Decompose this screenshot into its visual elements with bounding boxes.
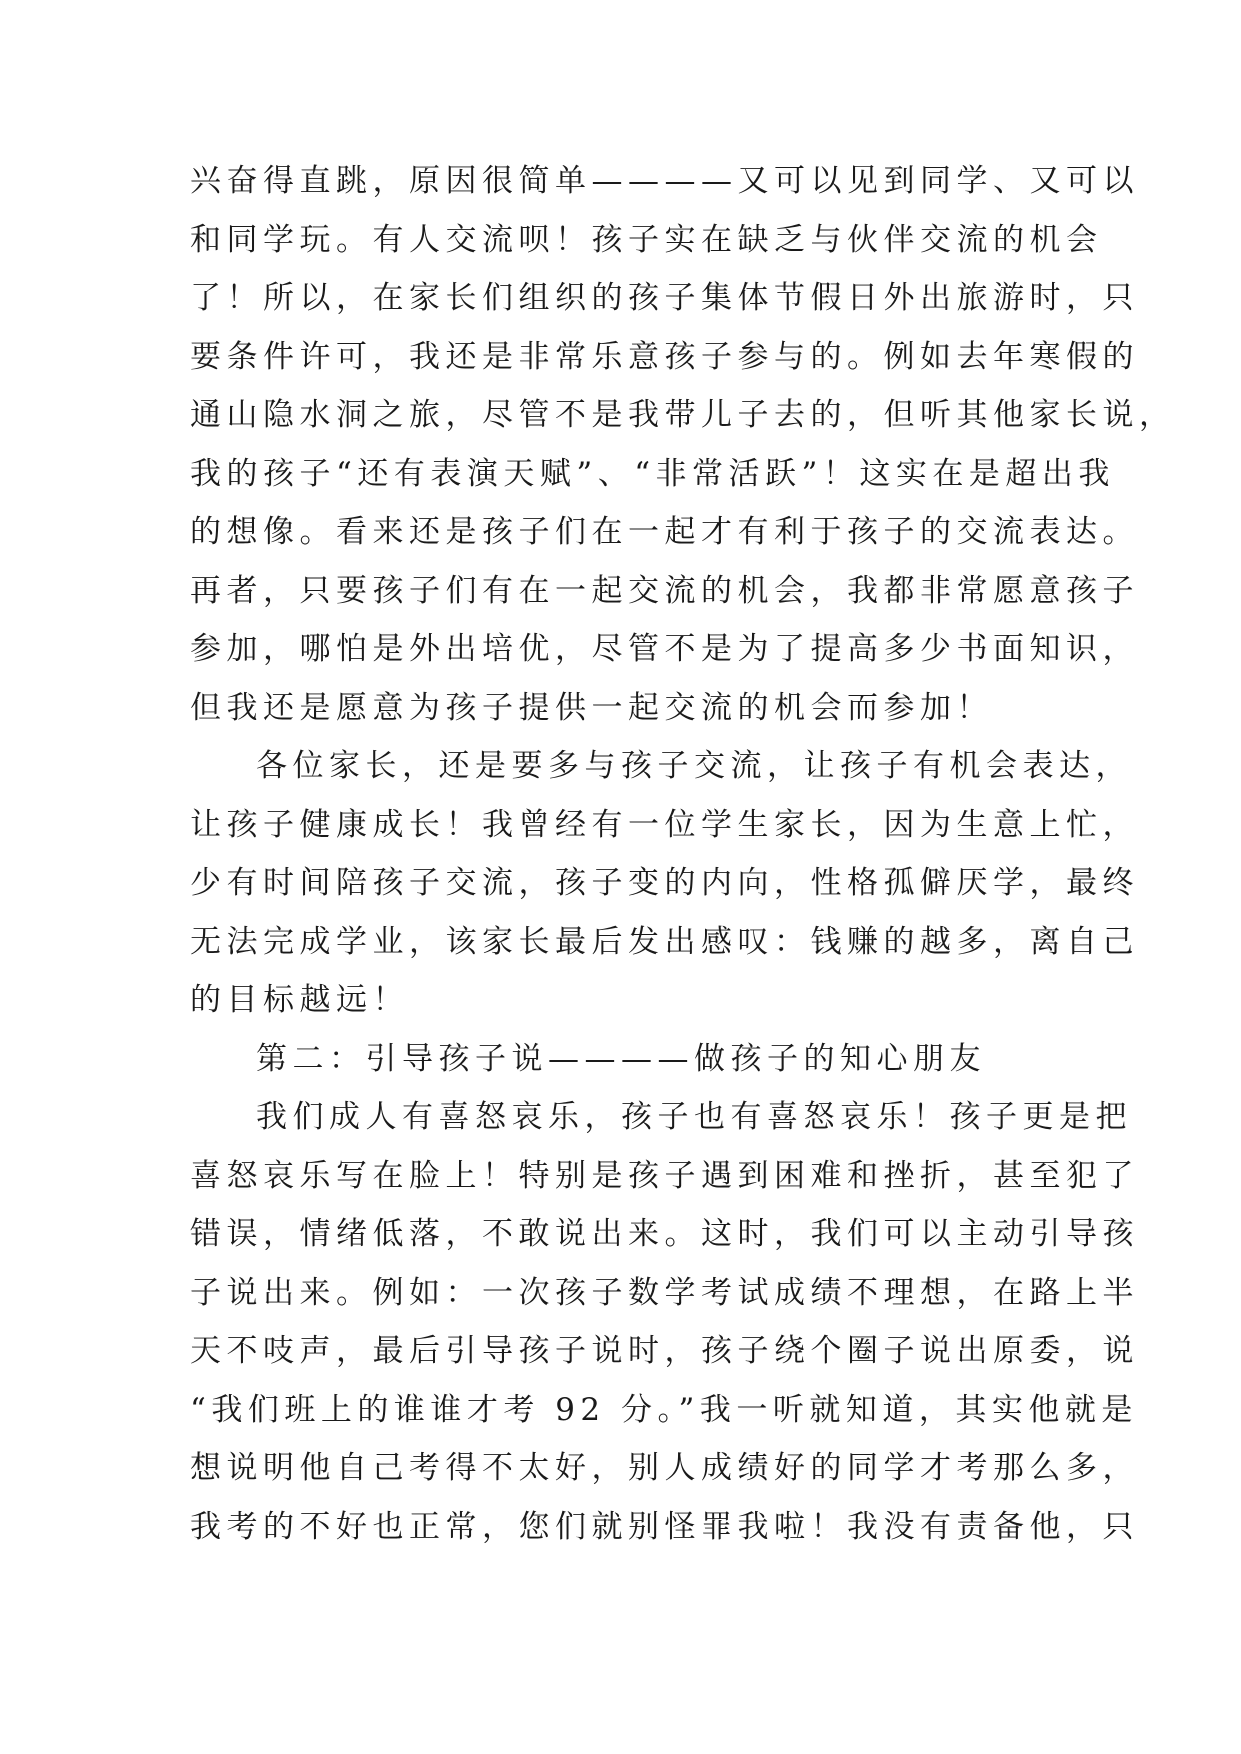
text-line: 但我还是愿意为孩子提供一起交流的机会而参加！ bbox=[190, 689, 993, 726]
text-line: “我们班上的谁谁才考 92 分。”我一听就知道，其实他就是 bbox=[190, 1391, 1138, 1428]
text-line: 我的孩子“还有表演天赋”、“非常活跃”！这实在是超出我 bbox=[190, 455, 1115, 492]
text-line: 了！所以，在家长们组织的孩子集体节假日外出旅游时，只 bbox=[190, 280, 1139, 316]
text-line: 再者，只要孩子们有在一起交流的机会，我都非常愿意孩子 bbox=[190, 572, 1139, 609]
text-line: 让孩子健康成长！我曾经有一位学生家长，因为生意上忙， bbox=[190, 806, 1139, 843]
body-text bbox=[190, 152, 1176, 1556]
text-line: 天不吱声，最后引导孩子说时，孩子绕个圈子说出原委，说 bbox=[190, 1333, 1139, 1369]
text-line: 少有时间陪孩子交流，孩子变的内向，性格孤僻厌学，最终 bbox=[190, 865, 1139, 901]
text-line: 的目标越远！ bbox=[190, 982, 409, 1018]
text-line: 无法完成学业，该家长最后发出感叹：钱赚的越多，离自己 bbox=[190, 923, 1139, 960]
text-line: 想说明他自己考得不太好，别人成绩好的同学才考那么多， bbox=[190, 1450, 1139, 1486]
text-line: 我考的不好也正常，您们就别怪罪我啦！我没有责备他，只 bbox=[190, 1508, 1139, 1545]
text-line: 的想像。看来还是孩子们在一起才有利于孩子的交流表达。 bbox=[190, 514, 1139, 550]
text-line: 子说出来。例如：一次孩子数学考试成绩不理想，在路上半 bbox=[190, 1274, 1139, 1311]
text-line: 各位家长，还是要多与孩子交流，让孩子有机会表达， bbox=[256, 748, 1132, 784]
text-line: 要条件许可，我还是非常乐意孩子参与的。例如去年寒假的 bbox=[190, 338, 1139, 375]
text-line: 喜怒哀乐写在脸上！特别是孩子遇到困难和挫折，甚至犯了 bbox=[190, 1157, 1139, 1194]
text-line: 参加，哪怕是外出培优，尽管不是为了提高多少书面知识， bbox=[190, 631, 1139, 667]
text-line: 通山隐水洞之旅，尽管不是我带儿子去的，但听其他家长说， bbox=[190, 397, 1176, 433]
text-line: 我们成人有喜怒哀乐，孩子也有喜怒哀乐！孩子更是把 bbox=[256, 1099, 1132, 1135]
text-line: 兴奋得直跳，原因很简单————又可以见到同学、又可以 bbox=[190, 163, 1139, 199]
text-line: 第二：引导孩子说————做孩子的知心朋友 bbox=[256, 1040, 986, 1077]
text-line: 错误，情绪低落，不敢说出来。这时，我们可以主动引导孩 bbox=[190, 1216, 1139, 1252]
text-line: 和同学玩。有人交流呗！孩子实在缺乏与伙伴交流的机会 bbox=[190, 221, 1103, 258]
